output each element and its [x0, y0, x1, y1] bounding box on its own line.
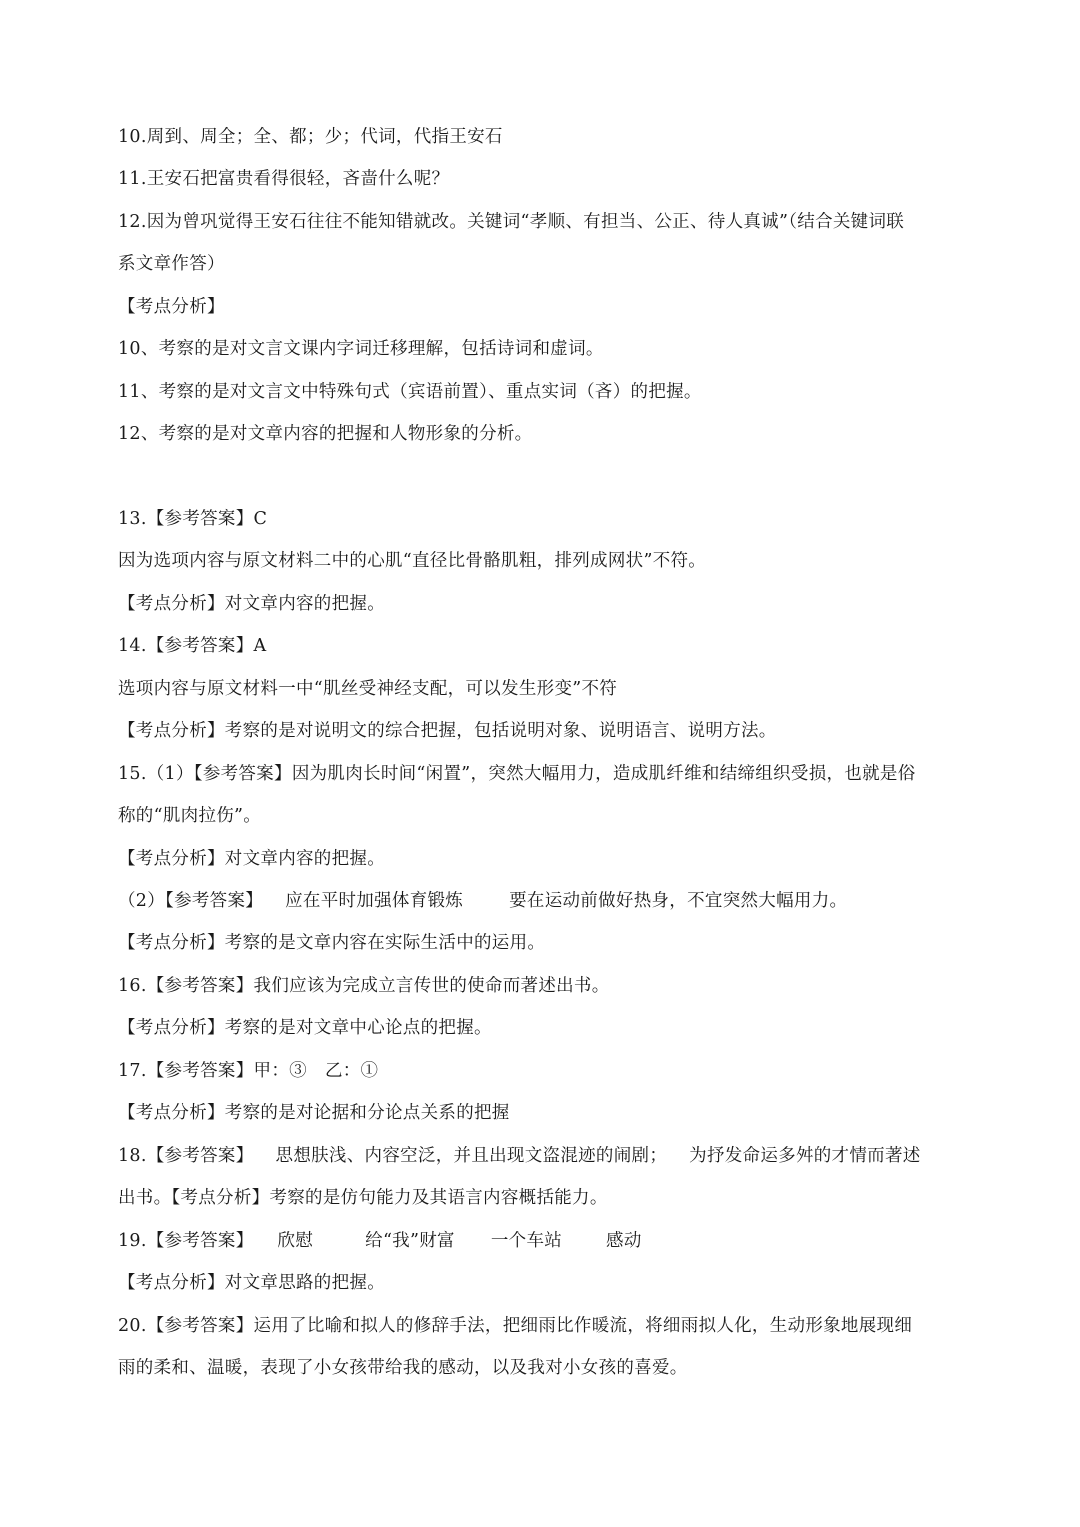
answer-10: 10.周到、周全；全、都；少；代词，代指王安石: [118, 127, 503, 147]
answer-18-part-1: 思想肤浅、内容空泛，并且出现文盗混迹的闹剧；: [275, 1146, 668, 1166]
analysis-12: 12、考察的是对文章内容的把握和人物形象的分析。: [118, 424, 533, 444]
analysis-15-2: 【考点分析】考察的是文章内容在实际生活中的运用。: [118, 933, 546, 953]
analysis-16: 【考点分析】考察的是对文章中心论点的把握。: [118, 1018, 492, 1038]
answer-20-line-1: 20.【参考答案】运用了比喻和拟人的修辞手法，把细雨比作暖流，将细雨拟人化，生动形象地展现细: [118, 1316, 913, 1336]
answer-12-line-2: 系文章作答）: [118, 254, 225, 274]
answer-15-2: [118, 889, 847, 913]
answer-19-item-4: 感动: [606, 1231, 642, 1251]
answer-11: 11.王安石把富贵看得很轻，吝啬什么呢？: [118, 169, 450, 189]
answer-12-line-1: 12.因为曾巩觉得王安石往往不能知错就改。关键词“孝顺、有担当、公正、待人真诚”（结合关键词联: [118, 212, 905, 232]
answer-19-item-3: 一个车站: [490, 1231, 563, 1251]
answer-15-1-line-1: 15.（1）【参考答案】因为肌肉长时间“闲置”，突然大幅用力，造成肌纤维和结缔组织受损，也就是俗: [118, 764, 916, 784]
analysis-19: 【考点分析】对文章思路的把握。: [118, 1273, 385, 1293]
answer-15-2-part-1: 应在平时加强体育锻炼: [285, 891, 464, 911]
analysis-11: 11、考察的是对文言文中特殊句式（宾语前置）、重点实词（吝）的把握。: [118, 382, 702, 402]
answer-18-part-2: 为抒发命运多舛的才情而著述: [689, 1146, 921, 1166]
analysis-17: 【考点分析】考察的是对论据和分论点关系的把握: [118, 1103, 510, 1123]
answer-13: 13.【参考答案】C: [118, 509, 268, 529]
answer-19: [118, 1229, 642, 1253]
answer-20-line-2: 雨的柔和、温暖，表现了小女孩带给我的感动，以及我对小女孩的喜爱。: [118, 1358, 688, 1378]
answer-17: [118, 1059, 378, 1083]
answer-15-1-line-2: 称的“肌肉拉伤”。: [118, 806, 262, 826]
answer-16: 16.【参考答案】我们应该为完成立言传世的使命而著述出书。: [118, 976, 610, 996]
answer-13-explanation: 因为选项内容与原文材料二中的心肌“直径比骨骼肌粗，排列成网状”不符。: [118, 551, 707, 571]
answer-15-2-label: （2）【参考答案】: [118, 891, 264, 911]
answer-14: 14.【参考答案】A: [118, 636, 267, 656]
answer-19-label: 19.【参考答案】: [118, 1231, 254, 1251]
analysis-10: 10、考察的是对文言文课内字词迁移理解，包括诗词和虚词。: [118, 339, 604, 359]
analysis-heading: 【考点分析】: [118, 297, 225, 317]
answer-18-line-2: 出书。【考点分析】考察的是仿句能力及其语言内容概括能力。: [118, 1188, 608, 1208]
answer-19-item-1: 欣慰: [277, 1231, 314, 1251]
answer-18-line-1: [118, 1144, 921, 1168]
analysis-13: 【考点分析】对文章内容的把握。: [118, 594, 385, 614]
answer-14-explanation: 选项内容与原文材料一中“肌丝受神经支配，可以发生形变”不符: [118, 679, 618, 699]
answer-15-2-part-2: 要在运动前做好热身，不宜突然大幅用力。: [509, 891, 848, 911]
answer-17-jia: 17.【参考答案】甲：③: [118, 1061, 307, 1081]
answer-18-label: 18.【参考答案】: [118, 1146, 254, 1166]
answer-19-item-2: 给“我”财富: [365, 1231, 455, 1251]
analysis-15-1: 【考点分析】对文章内容的把握。: [118, 849, 385, 869]
answer-17-yi: 乙：①: [324, 1061, 379, 1081]
analysis-14: 【考点分析】考察的是对说明文的综合把握，包括说明对象、说明语言、说明方法。: [118, 721, 777, 741]
